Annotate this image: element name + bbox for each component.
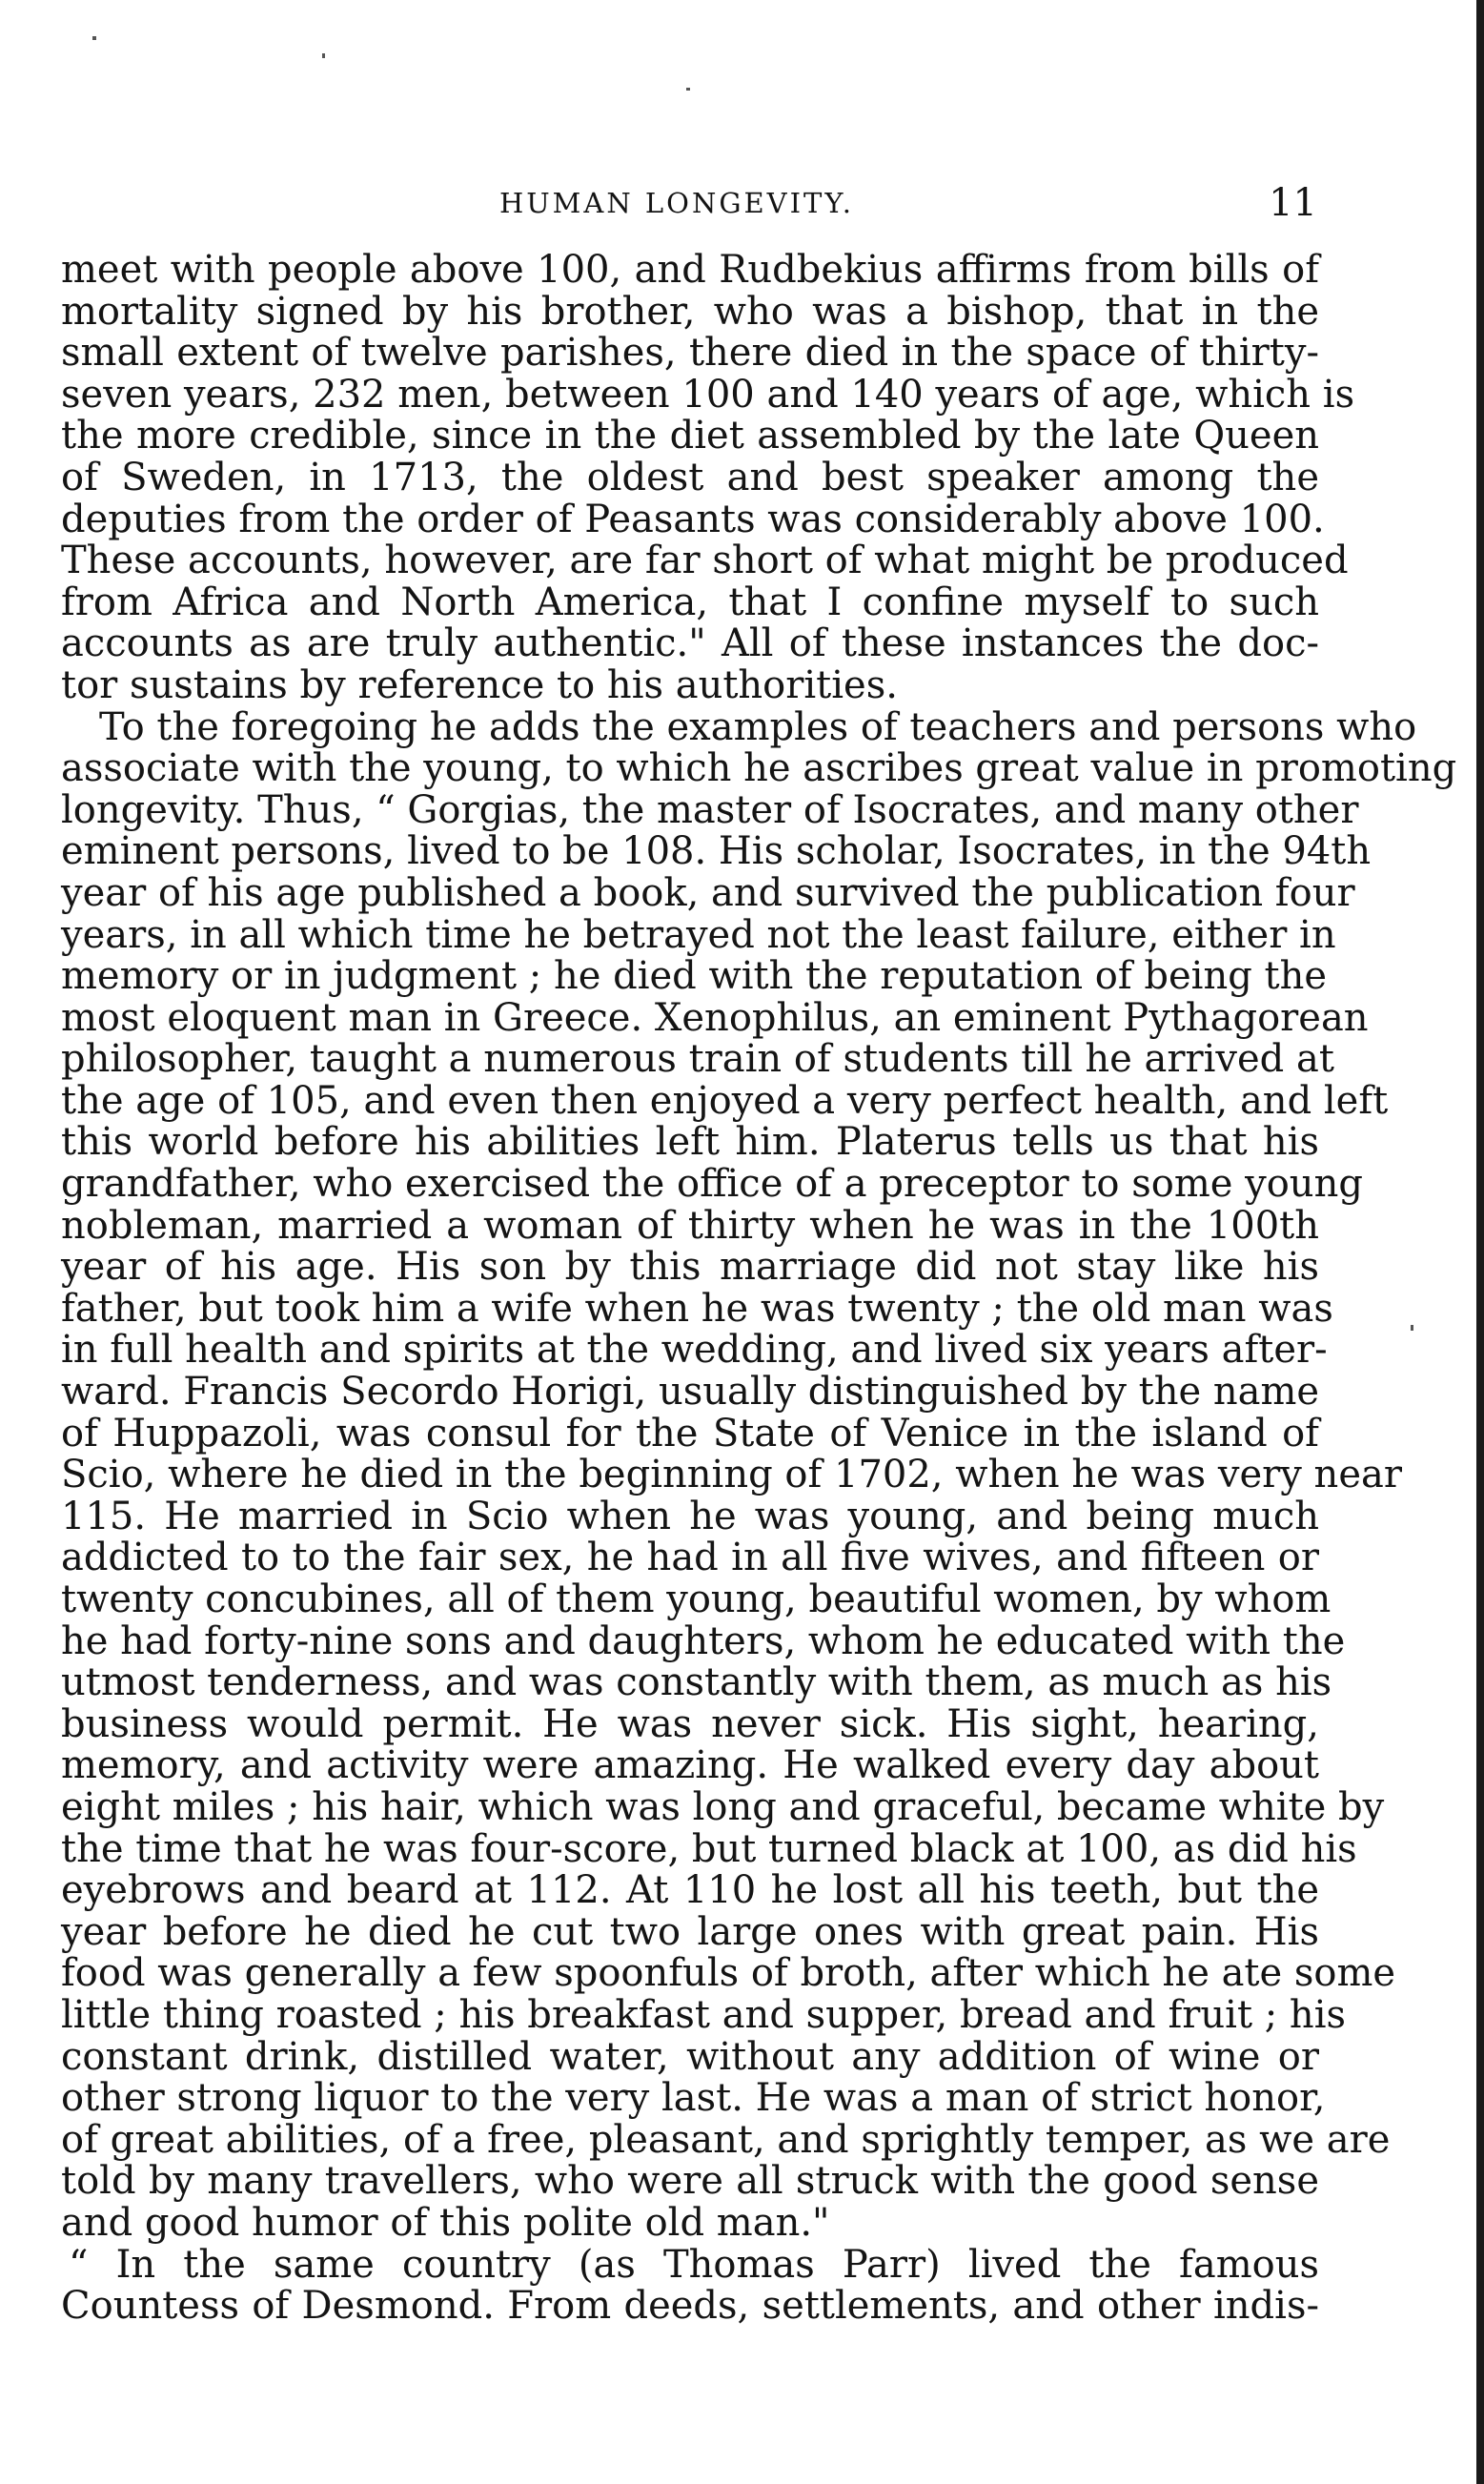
text-line: eminent persons, lived to be 108. His scholar, Isocrates, in the 94th xyxy=(61,829,1372,874)
text-line: the time that he was four-score, but turned black at 100, as did his xyxy=(61,1826,1357,1871)
text-line: father, but took him a wife when he was twenty ; the old man was xyxy=(61,1286,1333,1331)
paper-speck xyxy=(686,88,690,91)
text-line: accounts as are truly authentic." All of these instances the doc- xyxy=(61,621,1319,666)
text-line: memory, and activity were amazing. He walked every day about xyxy=(61,1743,1319,1788)
text-line: most eloquent man in Greece. Xenophilus, an eminent Pythagorean xyxy=(61,995,1369,1040)
text-line: tor sustains by reference to his authorities. xyxy=(61,662,898,707)
text-line: and good humor of this polite old man." xyxy=(61,2200,830,2245)
paper-speck xyxy=(92,36,96,40)
page-header xyxy=(57,181,1317,231)
text-line: utmost tenderness, and was constantly with them, as much as his xyxy=(61,1660,1332,1705)
text-line: from Africa and North America, that I confine myself to such xyxy=(61,580,1319,624)
paper-speck xyxy=(322,53,325,58)
text-line: Scio, where he died in the beginning of 1702, when he was very near xyxy=(61,1453,1402,1497)
text-line: year of his age. His son by this marriage did not stay like his xyxy=(61,1245,1319,1290)
text-line: other strong liquor to the very last. He was a man of strict honor, xyxy=(61,2076,1326,2121)
text-line: To the foregoing he adds the examples of teachers and persons who xyxy=(99,704,1417,749)
body-text xyxy=(61,248,1457,2329)
text-line: the more credible, since in the diet assembled by the late Queen xyxy=(61,414,1319,458)
text-line: 115. He married in Scio when he was young, and being much xyxy=(61,1494,1319,1538)
text-line: twenty concubines, all of them young, beautiful women, by whom xyxy=(61,1578,1332,1621)
text-line: small extent of twelve parishes, there died in the space of thirty- xyxy=(61,331,1319,376)
text-line: longevity. Thus, “ Gorgias, the master of Isocrates, and many other xyxy=(61,787,1359,832)
text-line: deputies from the order of Peasants was considerably above 100. xyxy=(61,497,1325,541)
text-line: little thing roasted ; his breakfast and supper, bread and fruit ; his xyxy=(61,1992,1347,2037)
text-line: grandfather, who exercised the office of a preceptor to some young xyxy=(61,1162,1363,1207)
text-line: meet with people above 100, and Rudbekius affirms from bills of xyxy=(61,248,1319,292)
paper-speck xyxy=(1411,1325,1413,1331)
text-line: memory or in judgment ; he died with the reputation of being the xyxy=(61,954,1328,999)
text-line: philosopher, taught a numerous train of students till he arrived at xyxy=(61,1037,1334,1082)
text-line: These accounts, however, are far short of what might be produced xyxy=(61,539,1349,583)
text-line: in full health and spirits at the wedding, and lived six years after- xyxy=(61,1328,1328,1373)
text-line: eyebrows and beard at 112. At 110 he lost all his teeth, but the xyxy=(61,1868,1319,1913)
text-line: associate with the young, to which he ascribes great value in promoting xyxy=(61,746,1457,791)
text-line: years, in all which time he betrayed not the least failure, either in xyxy=(61,912,1336,957)
text-line: year of his age published a book, and survived the publication four xyxy=(61,870,1355,915)
running-head: HUMAN LONGEVITY. xyxy=(498,187,855,219)
text-line: eight miles ; his hair, which was long and graceful, became white by xyxy=(61,1784,1385,1829)
text-line: seven years, 232 men, between 100 and 140 years of age, which is xyxy=(61,372,1355,417)
text-line: addicted to to the fair sex, he had in all five wives, and fifteen or xyxy=(61,1536,1319,1580)
text-line: told by many travellers, who were all struck with the good sense xyxy=(61,2159,1319,2204)
text-line: mortality signed by his brother, who was a bishop, that in the xyxy=(61,289,1319,334)
text-line: “ In the same country (as Thomas Parr) lived the famous xyxy=(69,2242,1319,2287)
text-line: food was generally a few spoonfuls of broth, after which he ate some xyxy=(61,1951,1396,1996)
page-number: 11 xyxy=(1269,181,1317,225)
text-line: year before he died he cut two large ones with great pain. His xyxy=(61,1909,1319,1954)
text-line: Countess of Desmond. From deeds, settlements, and other indis- xyxy=(61,2284,1319,2329)
text-line: this world before his abilities left him. Platerus tells us that his xyxy=(61,1120,1319,1165)
text-line: nobleman, married a woman of thirty when he was in the 100th xyxy=(61,1203,1319,1248)
page-edge-shadow xyxy=(1476,0,1484,2484)
text-line: ward. Francis Secordo Horigi, usually distinguished by the name xyxy=(61,1370,1320,1415)
text-line: constant drink, distilled water, without any addition of wine or xyxy=(61,2034,1319,2079)
text-line: the age of 105, and even then enjoyed a very perfect health, and left xyxy=(61,1078,1389,1123)
text-line: of Sweden, in 1713, the oldest and best speaker among the xyxy=(61,455,1319,499)
text-line: of Huppazoli, was consul for the State of Venice in the island of xyxy=(61,1411,1319,1456)
text-line: of great abilities, of a free, pleasant, and sprightly temper, as we are xyxy=(61,2117,1391,2162)
text-line: business would permit. He was never sick. His sight, hearing, xyxy=(61,1701,1319,1746)
text-line: he had forty-nine sons and daughters, whom he educated with the xyxy=(61,1619,1346,1663)
